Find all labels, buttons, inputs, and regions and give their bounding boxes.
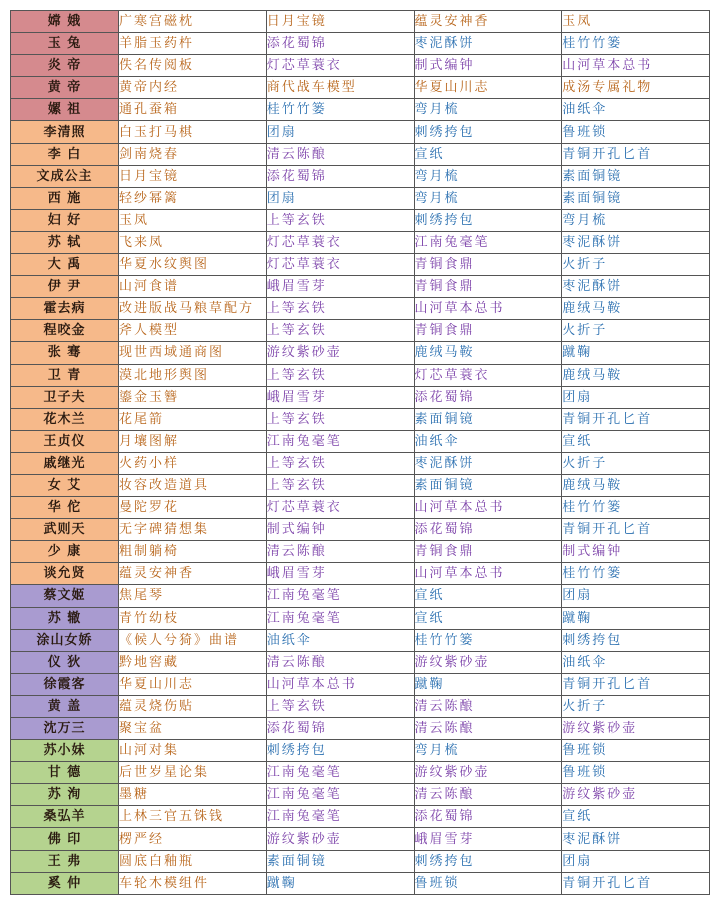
character-name: 华 佗 <box>11 497 119 519</box>
gift-item-1: 蕴灵安神香 <box>119 563 267 585</box>
gift-item-3: 刺绣挎包 <box>414 850 562 872</box>
gift-item-2: 江南兔毫笔 <box>266 585 414 607</box>
table-row <box>11 99 710 121</box>
gift-item-4: 青铜开孔匕首 <box>562 408 710 430</box>
gift-item-4: 游纹紫砂壶 <box>562 718 710 740</box>
gift-item-3: 山河草本总书 <box>414 563 562 585</box>
table-row <box>11 784 710 806</box>
character-name: 西 施 <box>11 187 119 209</box>
character-name: 嫘 祖 <box>11 99 119 121</box>
character-name: 李 白 <box>11 143 119 165</box>
gift-item-1: 鎏金玉簪 <box>119 386 267 408</box>
table-row <box>11 497 710 519</box>
table-row <box>11 364 710 386</box>
gift-item-3: 宣纸 <box>414 585 562 607</box>
gift-item-2: 日月宝镜 <box>266 11 414 33</box>
character-name: 少 康 <box>11 541 119 563</box>
gift-item-2: 清云陈酿 <box>266 541 414 563</box>
table-row <box>11 187 710 209</box>
character-name: 卫 青 <box>11 364 119 386</box>
gift-item-4: 宣纸 <box>562 806 710 828</box>
character-name: 甘 德 <box>11 762 119 784</box>
table-row <box>11 298 710 320</box>
character-name: 霍去病 <box>11 298 119 320</box>
table-row <box>11 143 710 165</box>
gift-item-4: 鲁班锁 <box>562 740 710 762</box>
gift-item-2: 游纹紫砂壶 <box>266 342 414 364</box>
gift-item-3: 灯芯草蓑衣 <box>414 364 562 386</box>
gift-item-3: 素面铜镜 <box>414 408 562 430</box>
gift-item-2: 江南兔毫笔 <box>266 784 414 806</box>
gift-item-1: 曼陀罗花 <box>119 497 267 519</box>
gift-item-4: 桂竹竹篓 <box>562 497 710 519</box>
gift-item-2: 上等玄铁 <box>266 298 414 320</box>
character-name: 花木兰 <box>11 408 119 430</box>
gift-item-1: 无字碑猜想集 <box>119 519 267 541</box>
gift-item-1: 黄帝内经 <box>119 77 267 99</box>
gift-item-2: 油纸伞 <box>266 629 414 651</box>
gift-item-1: 墨糖 <box>119 784 267 806</box>
gift-item-4: 成汤专属礼物 <box>562 77 710 99</box>
table-row <box>11 850 710 872</box>
table-row <box>11 165 710 187</box>
gift-item-1: 《候人兮猗》曲谱 <box>119 629 267 651</box>
gift-item-4: 鹿绒马鞍 <box>562 474 710 496</box>
gift-item-1: 山河对集 <box>119 740 267 762</box>
character-name: 文成公主 <box>11 165 119 187</box>
gift-item-2: 江南兔毫笔 <box>266 430 414 452</box>
gift-item-3: 峨眉雪芽 <box>414 828 562 850</box>
gift-item-4: 枣泥酥饼 <box>562 231 710 253</box>
gift-item-2: 峨眉雪芽 <box>266 276 414 298</box>
table-row <box>11 342 710 364</box>
gift-item-2: 添花蜀锦 <box>266 33 414 55</box>
gift-item-1: 漠北地形舆图 <box>119 364 267 386</box>
character-name: 炎 帝 <box>11 55 119 77</box>
gift-item-4: 游纹紫砂壶 <box>562 784 710 806</box>
table-row <box>11 11 710 33</box>
gift-item-3: 青铜食鼎 <box>414 276 562 298</box>
table-row <box>11 77 710 99</box>
gift-item-2: 团扇 <box>266 121 414 143</box>
table-row <box>11 209 710 231</box>
gift-item-1: 圆底白釉瓶 <box>119 850 267 872</box>
gift-item-2: 上等玄铁 <box>266 408 414 430</box>
character-name: 张 骞 <box>11 342 119 364</box>
gift-item-1: 通孔蚕箱 <box>119 99 267 121</box>
character-name: 李清照 <box>11 121 119 143</box>
character-name: 黄 帝 <box>11 77 119 99</box>
gift-item-3: 清云陈酿 <box>414 784 562 806</box>
gift-item-4: 蹴鞠 <box>562 607 710 629</box>
gift-item-4: 玉凤 <box>562 11 710 33</box>
gift-item-1: 华夏水纹舆图 <box>119 254 267 276</box>
table-row <box>11 695 710 717</box>
gift-item-4: 火折子 <box>562 452 710 474</box>
gift-item-2: 灯芯草蓑衣 <box>266 231 414 253</box>
table-row <box>11 585 710 607</box>
table-row <box>11 740 710 762</box>
character-name: 大 禹 <box>11 254 119 276</box>
table-row <box>11 651 710 673</box>
gift-item-4: 鲁班锁 <box>562 762 710 784</box>
gift-item-4: 枣泥酥饼 <box>562 828 710 850</box>
gift-item-2: 上等玄铁 <box>266 695 414 717</box>
gift-item-1: 华夏山川志 <box>119 673 267 695</box>
gift-item-2: 江南兔毫笔 <box>266 607 414 629</box>
gift-item-3: 蕴灵安神香 <box>414 11 562 33</box>
gift-item-2: 江南兔毫笔 <box>266 762 414 784</box>
gift-item-3: 山河草本总书 <box>414 497 562 519</box>
gift-item-1: 玉凤 <box>119 209 267 231</box>
gift-item-1: 上林三官五铢钱 <box>119 806 267 828</box>
character-name: 妇 好 <box>11 209 119 231</box>
gift-item-2: 峨眉雪芽 <box>266 386 414 408</box>
gift-item-4: 团扇 <box>562 585 710 607</box>
gift-item-3: 青铜食鼎 <box>414 254 562 276</box>
character-name: 苏小妹 <box>11 740 119 762</box>
gift-item-2: 山河草本总书 <box>266 673 414 695</box>
gift-item-4: 鹿绒马鞍 <box>562 364 710 386</box>
gift-item-1: 火药小样 <box>119 452 267 474</box>
gift-item-3: 宣纸 <box>414 143 562 165</box>
character-name: 苏 辙 <box>11 607 119 629</box>
table-row <box>11 673 710 695</box>
gift-item-3: 山河草本总书 <box>414 298 562 320</box>
gift-table <box>10 10 710 895</box>
gift-item-3: 油纸伞 <box>414 430 562 452</box>
gift-item-3: 鲁班锁 <box>414 872 562 894</box>
gift-item-3: 蹴鞠 <box>414 673 562 695</box>
gift-item-1: 剑南烧春 <box>119 143 267 165</box>
gift-item-1: 山河食谱 <box>119 276 267 298</box>
table-row <box>11 55 710 77</box>
gift-item-3: 鹿绒马鞍 <box>414 342 562 364</box>
gift-item-4: 鲁班锁 <box>562 121 710 143</box>
character-name: 程咬金 <box>11 320 119 342</box>
gift-item-4: 蹴鞠 <box>562 342 710 364</box>
gift-item-1: 聚宝盆 <box>119 718 267 740</box>
gift-item-1: 楞严经 <box>119 828 267 850</box>
gift-item-3: 弯月梳 <box>414 165 562 187</box>
character-name: 女 艾 <box>11 474 119 496</box>
gift-item-1: 白玉打马棋 <box>119 121 267 143</box>
gift-item-3: 弯月梳 <box>414 187 562 209</box>
gift-item-3: 清云陈酿 <box>414 718 562 740</box>
table-row <box>11 607 710 629</box>
gift-item-2: 添花蜀锦 <box>266 718 414 740</box>
gift-item-3: 清云陈酿 <box>414 695 562 717</box>
gift-item-4: 火折子 <box>562 254 710 276</box>
gift-item-1: 广寒宫磁枕 <box>119 11 267 33</box>
gift-item-1: 后世岁星论集 <box>119 762 267 784</box>
gift-item-4: 油纸伞 <box>562 99 710 121</box>
gift-item-1: 青竹幼枝 <box>119 607 267 629</box>
gift-item-4: 刺绣挎包 <box>562 629 710 651</box>
table-row <box>11 430 710 452</box>
gift-item-1: 花尾箭 <box>119 408 267 430</box>
table-row <box>11 121 710 143</box>
gift-item-3: 桂竹竹篓 <box>414 629 562 651</box>
gift-item-3: 枣泥酥饼 <box>414 33 562 55</box>
gift-item-2: 素面铜镜 <box>266 850 414 872</box>
table-row <box>11 563 710 585</box>
gift-item-4: 宣纸 <box>562 430 710 452</box>
character-name: 奚 仲 <box>11 872 119 894</box>
gift-item-1: 车轮木模组件 <box>119 872 267 894</box>
gift-item-3: 添花蜀锦 <box>414 806 562 828</box>
character-name: 桑弘羊 <box>11 806 119 828</box>
gift-item-4: 制式编钟 <box>562 541 710 563</box>
gift-item-3: 青铜食鼎 <box>414 320 562 342</box>
table-row <box>11 762 710 784</box>
gift-item-2: 灯芯草蓑衣 <box>266 254 414 276</box>
gift-item-2: 上等玄铁 <box>266 474 414 496</box>
gift-item-2: 上等玄铁 <box>266 452 414 474</box>
gift-item-2: 游纹紫砂壶 <box>266 828 414 850</box>
gift-item-2: 刺绣挎包 <box>266 740 414 762</box>
gift-item-2: 清云陈酿 <box>266 143 414 165</box>
gift-item-4: 团扇 <box>562 386 710 408</box>
gift-item-1: 羊脂玉药杵 <box>119 33 267 55</box>
gift-item-1: 改进版战马粮草配方 <box>119 298 267 320</box>
gift-item-2: 蹴鞠 <box>266 872 414 894</box>
gift-item-4: 桂竹竹篓 <box>562 563 710 585</box>
gift-item-1: 现世西域通商图 <box>119 342 267 364</box>
gift-item-1: 黔地窖藏 <box>119 651 267 673</box>
gift-item-3: 刺绣挎包 <box>414 209 562 231</box>
character-name: 蔡文姬 <box>11 585 119 607</box>
gift-item-3: 江南兔毫笔 <box>414 231 562 253</box>
table-row <box>11 629 710 651</box>
table-row <box>11 519 710 541</box>
gift-item-2: 上等玄铁 <box>266 364 414 386</box>
gift-item-2: 清云陈酿 <box>266 651 414 673</box>
table-row <box>11 718 710 740</box>
character-name: 涂山女娇 <box>11 629 119 651</box>
gift-item-3: 制式编钟 <box>414 55 562 77</box>
gift-item-2: 商代战车模型 <box>266 77 414 99</box>
table-row <box>11 231 710 253</box>
table-row <box>11 408 710 430</box>
character-name: 佛 印 <box>11 828 119 850</box>
table-row <box>11 872 710 894</box>
gift-item-2: 灯芯草蓑衣 <box>266 55 414 77</box>
gift-item-1: 日月宝镜 <box>119 165 267 187</box>
gift-item-4: 青铜开孔匕首 <box>562 519 710 541</box>
gift-item-4: 桂竹竹篓 <box>562 33 710 55</box>
character-name: 黄 盖 <box>11 695 119 717</box>
table-row <box>11 276 710 298</box>
character-name: 伊 尹 <box>11 276 119 298</box>
table-row <box>11 474 710 496</box>
gift-item-4: 山河草本总书 <box>562 55 710 77</box>
gift-item-1: 妆容改造道具 <box>119 474 267 496</box>
table-body <box>11 11 710 895</box>
gift-item-4: 团扇 <box>562 850 710 872</box>
table-row <box>11 254 710 276</box>
gift-item-1: 月壤图解 <box>119 430 267 452</box>
gift-item-3: 枣泥酥饼 <box>414 452 562 474</box>
gift-item-1: 轻纱幂篱 <box>119 187 267 209</box>
character-name: 王 弗 <box>11 850 119 872</box>
character-name: 玉 兔 <box>11 33 119 55</box>
character-name: 沈万三 <box>11 718 119 740</box>
gift-item-4: 素面铜镜 <box>562 187 710 209</box>
gift-item-2: 团扇 <box>266 187 414 209</box>
gift-item-3: 添花蜀锦 <box>414 519 562 541</box>
gift-item-3: 素面铜镜 <box>414 474 562 496</box>
gift-item-2: 上等玄铁 <box>266 320 414 342</box>
gift-item-1: 佚名传阅板 <box>119 55 267 77</box>
gift-item-4: 青铜开孔匕首 <box>562 872 710 894</box>
gift-item-3: 青铜食鼎 <box>414 541 562 563</box>
gift-item-4: 鹿绒马鞍 <box>562 298 710 320</box>
gift-item-1: 斧人模型 <box>119 320 267 342</box>
gift-item-2: 灯芯草蓑衣 <box>266 497 414 519</box>
gift-item-2: 制式编钟 <box>266 519 414 541</box>
gift-item-4: 油纸伞 <box>562 651 710 673</box>
gift-item-4: 青铜开孔匕首 <box>562 143 710 165</box>
gift-item-2: 峨眉雪芽 <box>266 563 414 585</box>
gift-item-2: 上等玄铁 <box>266 209 414 231</box>
character-name: 苏 洵 <box>11 784 119 806</box>
character-name: 仪 狄 <box>11 651 119 673</box>
table-row <box>11 828 710 850</box>
table-row <box>11 320 710 342</box>
gift-item-4: 火折子 <box>562 320 710 342</box>
gift-item-2: 添花蜀锦 <box>266 165 414 187</box>
gift-item-3: 刺绣挎包 <box>414 121 562 143</box>
table-row <box>11 452 710 474</box>
gift-item-3: 华夏山川志 <box>414 77 562 99</box>
character-name: 徐霞客 <box>11 673 119 695</box>
gift-item-3: 游纹紫砂壶 <box>414 762 562 784</box>
character-name: 嫦 娥 <box>11 11 119 33</box>
gift-item-4: 素面铜镜 <box>562 165 710 187</box>
gift-item-2: 桂竹竹篓 <box>266 99 414 121</box>
gift-item-1: 焦尾琴 <box>119 585 267 607</box>
character-name: 谈允贤 <box>11 563 119 585</box>
gift-item-1: 粗制躺椅 <box>119 541 267 563</box>
gift-item-2: 江南兔毫笔 <box>266 806 414 828</box>
gift-item-4: 弯月梳 <box>562 209 710 231</box>
gift-item-1: 飞来凤 <box>119 231 267 253</box>
character-name: 卫子夫 <box>11 386 119 408</box>
table-row <box>11 386 710 408</box>
character-name: 戚继光 <box>11 452 119 474</box>
gift-item-1: 蕴灵烧伤贴 <box>119 695 267 717</box>
character-name: 王贞仪 <box>11 430 119 452</box>
character-name: 武则天 <box>11 519 119 541</box>
table-row <box>11 33 710 55</box>
gift-item-3: 添花蜀锦 <box>414 386 562 408</box>
table-row <box>11 541 710 563</box>
table-row <box>11 806 710 828</box>
gift-item-4: 枣泥酥饼 <box>562 276 710 298</box>
gift-item-4: 青铜开孔匕首 <box>562 673 710 695</box>
gift-item-3: 游纹紫砂壶 <box>414 651 562 673</box>
gift-item-3: 宣纸 <box>414 607 562 629</box>
gift-item-4: 火折子 <box>562 695 710 717</box>
gift-item-3: 弯月梳 <box>414 99 562 121</box>
character-name: 苏 轼 <box>11 231 119 253</box>
gift-item-3: 弯月梳 <box>414 740 562 762</box>
